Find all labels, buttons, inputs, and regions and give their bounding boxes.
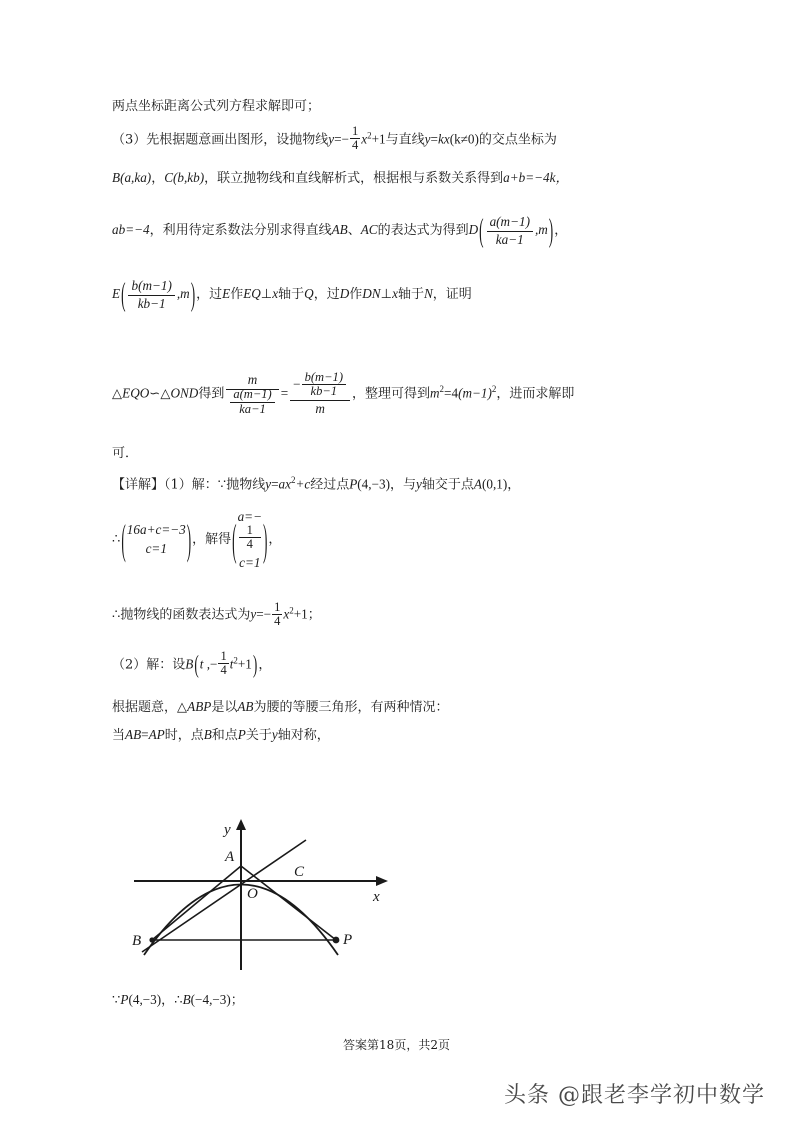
part2-plus-one: +1 <box>237 656 252 672</box>
point-E-label: E <box>112 286 121 302</box>
because-symbol-2: ∵ <box>112 992 121 1007</box>
system-solve-label: 解得 <box>205 531 232 547</box>
detail-point-P: P <box>349 476 358 492</box>
line-AC: AC <box>360 222 378 238</box>
paragraph-ke <box>112 443 682 464</box>
e-ref: E <box>222 286 231 302</box>
expr-x-exponent: 2 <box>289 605 294 616</box>
open-paren-part2: ( <box>194 650 199 679</box>
detail-text2: 经过点 <box>310 477 350 493</box>
ratio-left-fraction <box>226 372 278 417</box>
ratio-left-den-den: ka−1 <box>239 401 266 416</box>
figure-label-A: A <box>225 849 235 865</box>
concl-semicolon: ； <box>230 993 244 1008</box>
ratio-right-den: m <box>315 400 325 416</box>
part3-minus: − <box>341 131 350 147</box>
bc-comma: ， <box>151 170 165 186</box>
line-AB: AB <box>331 222 348 238</box>
part2-lead: （2）解：设 <box>112 657 186 673</box>
part3-x-exponent: 2 <box>367 129 372 140</box>
case1-equals: = <box>141 727 149 743</box>
perp-symbol-2: ⊥ <box>380 286 393 302</box>
part3-line-equals: = <box>430 131 438 147</box>
point-B-args: (a,ka) <box>120 169 152 185</box>
figure-label-P: P <box>343 932 353 948</box>
paragraph-E <box>112 275 682 314</box>
ratio-equals: = <box>280 385 289 401</box>
system-2-frac-den: 4 <box>246 537 253 552</box>
detail-text3: ，与 <box>390 477 417 493</box>
x-axis-arrow <box>376 876 388 886</box>
part3-fraction-one-quarter <box>350 125 360 152</box>
ab-text2: 的表达式为得到 <box>377 223 469 239</box>
part3-suffix: 的交点坐标为 <box>478 132 557 148</box>
system-2-eq-2: c=1 <box>239 555 261 571</box>
ratio-left-den <box>226 387 278 417</box>
watermark: 头条 @跟老李学初中数学 <box>504 1083 765 1108</box>
point-E-second-coord: ,m <box>176 286 190 302</box>
point-N: N <box>423 286 433 302</box>
ab-tail: ， <box>554 223 568 239</box>
detail-part1-label: （1）解： <box>164 477 218 493</box>
concl-point-P: P <box>120 992 129 1007</box>
ratio-right-num <box>290 369 350 400</box>
ab-lead: ab=−4 <box>112 222 150 238</box>
d-ref: D <box>339 286 350 302</box>
parabola-figure <box>128 818 398 990</box>
open-paren-E: ( <box>121 275 126 314</box>
triangle-OND: OND <box>170 385 199 401</box>
e-text1: ，过 <box>196 287 223 303</box>
isos-text1: 根据题意， <box>112 699 178 715</box>
point-marker-B <box>149 937 154 942</box>
paragraph-parabola-expression <box>112 599 682 629</box>
bc-text: ，联立抛物线和直线解析式，根据根与系数关系得到 <box>204 170 504 186</box>
page-footer: 答案第18页，共2页 <box>343 1038 450 1052</box>
system-2-fraction <box>239 524 261 551</box>
segment-DN: DN <box>362 286 381 302</box>
triangle-symbol-1: △ <box>112 385 123 401</box>
ratio-right-minus: − <box>293 377 301 393</box>
part2-frac-num: 1 <box>220 649 227 664</box>
case1-point-P: P <box>237 727 246 743</box>
case1-point-B: B <box>203 727 212 743</box>
ratio-right-fraction <box>290 369 350 417</box>
detail-tag: 【详解】 <box>112 477 165 493</box>
perp-symbol-1: ⊥ <box>260 286 273 302</box>
answer-body <box>112 96 682 750</box>
point-D-frac-den: ka−1 <box>495 231 524 247</box>
detail-text5: ， <box>507 477 521 493</box>
triangle-ABP: ABP <box>187 698 212 714</box>
e-axis-x2: x <box>392 286 398 302</box>
part2-t: t <box>229 656 234 672</box>
similar-symbol: ∽ <box>149 385 161 401</box>
parabola-figure-svg <box>128 818 398 990</box>
triangle-EQO: EQO <box>122 385 150 401</box>
expr-text: 抛物线的函数表达式为 <box>120 607 251 623</box>
system-2-equations <box>238 507 262 573</box>
point-C-label: C <box>164 169 173 185</box>
therefore-symbol-3: ∴ <box>174 992 183 1007</box>
open-brace-system-1: ( <box>121 515 126 564</box>
case1-text3: 和点 <box>211 728 238 744</box>
e-text2: 作 <box>230 287 244 303</box>
part2-frac-den: 4 <box>220 663 227 678</box>
segment-EQ: EQ <box>243 286 261 302</box>
detail-y: y <box>265 476 272 492</box>
expr-frac-den: 4 <box>274 613 281 628</box>
expr-semicolon: ； <box>307 607 321 623</box>
e-text5: 作 <box>349 287 363 303</box>
triangle-symbol-2: △ <box>160 385 171 401</box>
point-marker-P <box>333 937 340 944</box>
figure-label-y-axis: y <box>224 822 231 838</box>
part3-plus-one: +1 <box>371 131 386 147</box>
paragraph-part3 <box>112 124 682 154</box>
system-tail: ， <box>268 531 282 547</box>
paragraph-part2 <box>112 649 682 679</box>
segment-BA <box>152 866 241 940</box>
expr-equals: = <box>256 606 264 622</box>
expr-x: x <box>283 606 290 622</box>
system-comma: ， <box>192 531 206 547</box>
system-2-eq-1 <box>238 507 262 553</box>
therefore-symbol-1: ∴ <box>112 530 121 546</box>
point-D-fraction <box>487 214 533 248</box>
paragraph-intro <box>112 96 682 117</box>
expr-fraction <box>272 601 282 628</box>
part3-y: y <box>328 131 335 147</box>
expr-frac-num: 1 <box>274 599 281 614</box>
part3-mid-text: 与直线 <box>385 132 425 148</box>
detail-point-P-args: (4,−3) <box>357 476 390 492</box>
bc-result: a+b=−4k， <box>503 169 569 185</box>
system-1-equations <box>127 520 186 558</box>
m-minus-one-group: (m−1) <box>458 385 492 401</box>
point-D-frac-num: a(m−1) <box>487 214 533 232</box>
part3-line-condition: (k≠0) <box>449 131 479 147</box>
paragraph-detailed-solution <box>112 474 682 495</box>
part2-minus: − <box>210 656 218 672</box>
detail-a: a <box>278 476 286 492</box>
isos-text2: 是以 <box>211 699 238 715</box>
y-axis-arrow <box>236 819 246 830</box>
e-text6: 轴于 <box>397 287 424 303</box>
system-1-eq-2: c=1 <box>145 541 167 557</box>
expr-y: y <box>250 606 257 622</box>
ab-dun: 、 <box>347 223 361 239</box>
close-brace-system-1: ) <box>186 515 192 564</box>
part2-fraction <box>218 650 228 677</box>
point-D-label: D <box>468 222 479 238</box>
ke-text: 可． <box>112 446 139 462</box>
detail-plus-c: +c <box>295 476 311 492</box>
part3-equals: = <box>334 131 342 147</box>
close-paren-part2: ) <box>252 650 258 679</box>
case1-text4: 关于 <box>245 728 272 744</box>
e-text4: ，过 <box>313 287 340 303</box>
point-E-frac-den: kb−1 <box>137 295 166 311</box>
detail-point-A-args: (0,1) <box>481 476 508 492</box>
paragraph-isosceles <box>112 697 682 718</box>
ratio-right-num-den: kb−1 <box>310 384 338 399</box>
detail-point-A: A <box>473 476 482 492</box>
part2-tail: ， <box>258 657 272 673</box>
ratio-left-den-num: a(m−1) <box>230 388 274 402</box>
expr-plus-one: +1 <box>293 606 308 622</box>
part3-line-y: y <box>424 131 431 147</box>
case1-AP: AP <box>148 727 165 743</box>
case1-text2: 时，点 <box>164 728 204 744</box>
part3-line-k: k <box>437 131 444 147</box>
case1-text1: 当 <box>112 728 126 744</box>
figure-label-origin: O <box>247 886 258 902</box>
detail-equals: = <box>271 476 279 492</box>
point-C-args: (b,kb) <box>173 169 205 185</box>
concl-point-B-args: (−4,−3) <box>190 992 231 1007</box>
figure-label-B: B <box>132 933 142 949</box>
ratio-right-num-num: b(m−1) <box>302 371 346 385</box>
open-paren-D: ( <box>479 211 484 250</box>
point-Q: Q <box>304 286 314 302</box>
detail-text4: 轴交于点 <box>421 477 474 493</box>
m-squared-exponent: 2 <box>439 384 445 395</box>
close-brace-system-2: ) <box>262 513 268 565</box>
figure-label-C: C <box>294 864 305 880</box>
point-E-frac-num: b(m−1) <box>128 278 174 296</box>
ratio-left-den-fraction <box>230 388 274 415</box>
paragraph-points-BC <box>112 168 682 189</box>
e-text3: 轴于 <box>278 287 305 303</box>
because-symbol-1: ∵ <box>217 476 227 492</box>
part2-t-exponent: 2 <box>233 654 238 665</box>
ratio-left-num: m <box>226 372 278 390</box>
triangle-symbol-3: △ <box>177 698 188 714</box>
point-E-fraction <box>128 278 174 312</box>
concl-point-P-args: (4,−3) <box>128 992 162 1007</box>
detail-text1: 抛物线 <box>226 477 266 493</box>
close-paren-E: ) <box>190 275 196 314</box>
figure-label-x-axis: x <box>373 889 380 905</box>
ab-text: ，利用待定系数法分别求得直线 <box>149 223 332 239</box>
e-text7: ，证明 <box>432 287 472 303</box>
close-paren-D: ) <box>548 211 554 250</box>
sim-text3: ，进而求解即 <box>496 386 575 402</box>
sim-text1: 得到 <box>198 386 225 402</box>
part2-point-B: B <box>185 656 194 672</box>
part2-arg1: t , <box>199 656 211 672</box>
part3-prefix: （3）先根据题意画出图形，设抛物线 <box>112 132 329 148</box>
system-2-a-lead: a=− <box>237 508 262 524</box>
isos-text3: 为腰的等腰三角形，有两种情况： <box>253 699 449 715</box>
part3-frac-num: 1 <box>352 124 359 138</box>
case1-y-axis: y <box>271 727 278 743</box>
part3-frac-den: 4 <box>352 138 359 153</box>
concl-comma: ， <box>161 993 175 1008</box>
paragraph-system-equations <box>112 507 682 573</box>
detail-x-exponent: 2 <box>290 474 296 485</box>
case1-text5: 轴对称， <box>277 728 330 744</box>
concl-point-B: B <box>182 992 191 1007</box>
detail-y-axis: y <box>416 476 422 492</box>
intro-text: 两点坐标距离公式列方程求解即可； <box>112 99 321 114</box>
paragraph-ab-D <box>112 211 682 250</box>
therefore-symbol-2: ∴ <box>112 606 121 622</box>
system-2-frac-num: 1 <box>239 524 261 538</box>
e-axis-x1: x <box>272 286 279 302</box>
isos-AB: AB <box>237 698 254 714</box>
case1-AB: AB <box>125 727 142 743</box>
paragraph-conclusion <box>112 990 244 1011</box>
point-D-second-coord: ,m <box>534 222 548 238</box>
detail-x: x <box>285 476 291 492</box>
paragraph-case1 <box>112 725 682 746</box>
part3-line-x: x <box>443 131 450 147</box>
sim-text2: ，整理可得到 <box>352 386 431 402</box>
part3-x: x <box>361 131 368 147</box>
m-minus-one-exponent: 2 <box>491 384 497 395</box>
ratio-right-num-fraction <box>302 371 346 398</box>
paragraph-similar-triangles <box>112 369 682 417</box>
expr-minus: − <box>263 606 272 622</box>
system-1-eq-1: 16a+c=−3 <box>126 522 186 538</box>
m-squared-base: m <box>430 385 440 401</box>
sim-equals-four: =4 <box>444 385 459 401</box>
point-B-label: B <box>112 169 121 185</box>
segment-AP <box>241 866 336 940</box>
open-brace-system-2: ( <box>232 513 237 565</box>
